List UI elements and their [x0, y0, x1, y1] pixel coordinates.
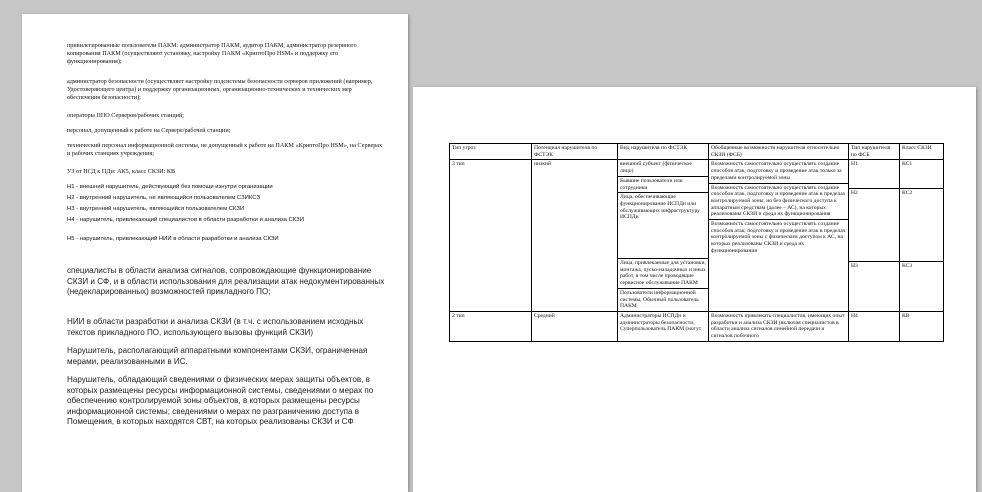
document-page-left	[22, 14, 408, 492]
intruder-item: Лица, обеспечивающие функционирование ИСПДн или обслуживающих инфраструктуру ИСПДн	[618, 192, 708, 221]
paragraph-privileged-users: привилегированные пользователи ПАКМ: администратор ПАКМ, аудитор ПАКМ, администратор резервного копирования ПАКМ (осуществляют установку, настройку ПАКМ «КриптоПро HSM» и поддержку его функционирования);	[67, 42, 357, 66]
header-potential: Потенциал нарушителя по ФСТЭК	[532, 144, 618, 160]
cell-capabilities	[709, 160, 849, 312]
capability-item: Возможность самостоятельно осуществлять создание способов атак, подготовку и проведение атак в пределах контролируемой зоны с физическим доступом к АС, на которых реализованы СКЗИ и среда их функционирования	[709, 219, 848, 255]
intruder-type-value: Н2	[849, 188, 899, 260]
paragraph-technical-staff: технический персонал информационной системы, не допущенный к работе на ПАКМ «КриптоПро HSM», на Серверах и рабочих станциях учреждения;	[67, 142, 383, 158]
cell-skzi-class: КВ	[900, 311, 944, 341]
intruder-item: Лица, привлекаемые для установки, монтажа, пуско-наладочных и иных работ, в том числе проводящие сервисное обслуживание ПАКМ	[618, 258, 708, 287]
intruder-type-h4: Н4 - нарушитель, привлекающий специалистов в области разработки и анализа СКЗИ	[67, 217, 304, 223]
skzi-class-value: КС1	[902, 161, 913, 168]
cell-intruders: Администраторы ИСПДн и администраторы безопасности, Суперпользователь ПАКМ (могут	[618, 311, 709, 341]
capability-item: Возможность самостоятельно осуществлять создание способов атак, подготовку и проведение атак в пределах контролируемой зоны, но без физического доступа к аппаратным средствам (далее – АС), на которых реализованы СКЗИ и среда их функционирования	[709, 183, 848, 219]
table-header-row	[450, 144, 944, 160]
intruder-type-value: Н1	[851, 161, 858, 168]
paragraph-hardware-intruder: Нарушитель, располагающий аппаратными компонентами СКЗИ, ограниченная мерами, реализованными в ИС.	[67, 346, 368, 366]
skzi-class-value: КС3	[900, 261, 943, 270]
paragraph-research-institutes: НИИ в области разработки и анализа СКЗИ (в т.ч. с использованием исходных текстов прикладного ПО, использующего вызовы функций СКЗИ)	[67, 317, 364, 337]
cell-threat-type: 2 тип	[450, 311, 532, 341]
skzi-class-value: КС2	[900, 188, 943, 260]
table-row	[450, 311, 944, 341]
cell-intruder-type: Н4	[849, 311, 900, 341]
table-row	[450, 160, 944, 312]
threat-table	[449, 143, 944, 342]
cell-potential: Средний	[532, 311, 618, 341]
paragraph-physical-measures: Нарушитель, обладающий сведениями о физических мерах защиты объектов, в которых размещены ресурсы информационной системы, сведениями о мерах по обеспечению контролируемой зоны объектов, в которых размещены ресурсы информационной системы; сведениями о мерах по разграничению доступа в Помещения, в которых находятся СВТ, на которых реализованы СКЗИ и СФ	[67, 375, 374, 427]
intruder-type-h2: Н2 - внутренний нарушитель, не являющийся пользователем СЗИКСЗ	[67, 195, 261, 201]
cell-intruders	[618, 160, 709, 312]
intruder-item: внешний субъект (физическое лицо)	[620, 161, 692, 175]
cell-skzi-classes	[900, 160, 944, 312]
paragraph-security-admin: администратор безопасности (осуществляет настройку подсистемы безопасности серверов приложений (например, Удостоверяющего центра) и поддержку организационных, организационно-технических и технических мер обеспечения безопасности);	[67, 78, 373, 102]
paragraph-operators: операторы ППО Серверов/рабочих станций;	[67, 112, 185, 119]
cell-intruder-types	[849, 160, 900, 312]
intruder-type-h1: Н1 - внешний нарушитель, действующий без помощи изнутри организации	[67, 184, 273, 190]
cell-potential: низкий	[532, 160, 618, 312]
paragraph-personnel: персонал, допущенный к работе на Сервере/рабочей станции;	[67, 127, 231, 134]
intruder-type-h5: Н5 - нарушитель, привлекающий НИИ в области разработки и анализа СКЗИ	[67, 236, 279, 242]
intruder-type-h3: Н3 - внутренний нарушитель, являющийся пользователем СКЗИ	[67, 206, 245, 212]
header-intruder-kind: Вид нарушителя по ФСТЭК	[618, 144, 709, 160]
header-threat-type: Тип угроз	[450, 144, 532, 160]
intruder-type-value: Н3	[849, 261, 899, 270]
cell-capabilities: Возможность привлекать специалистов, имеющих опыт разработки и анализа СКЗИ (включая специалистов в области анализа сигналов линейной передачи и сигналов побочного	[709, 311, 849, 341]
capability-item: Возможность самостоятельно осуществлять создание способов атак, подготовку и проведение атак только за пределами контролируемой зоны	[711, 161, 842, 181]
header-capabilities: Обобщенные возможности нарушителя относительно СКЗИ (ФСБ)	[709, 144, 849, 160]
document-page-right	[413, 87, 976, 492]
paragraph-protection-class: УЗ от НСД к ПДн: АК5, класс СКЗИ: КВ	[67, 168, 176, 175]
header-skzi-class: Класс СКЗИ	[900, 144, 944, 160]
intruder-item: Бывшие пользователи или сотрудники	[618, 176, 708, 191]
header-intruder-type: Тип нарушителя по ФСБ	[849, 144, 900, 160]
cell-threat-type: 3 тип	[450, 160, 532, 312]
intruder-item: Пользователи информационной системы, Обычный пользователь ПАКМ	[618, 288, 708, 310]
paragraph-signal-specialists: специалисты в области анализа сигналов, сопровождающие функционирование СКЗИ и СФ, и в области использования для реализации атак недокументированных (недекларированных) возможностей прикладного ПО;	[67, 266, 385, 297]
